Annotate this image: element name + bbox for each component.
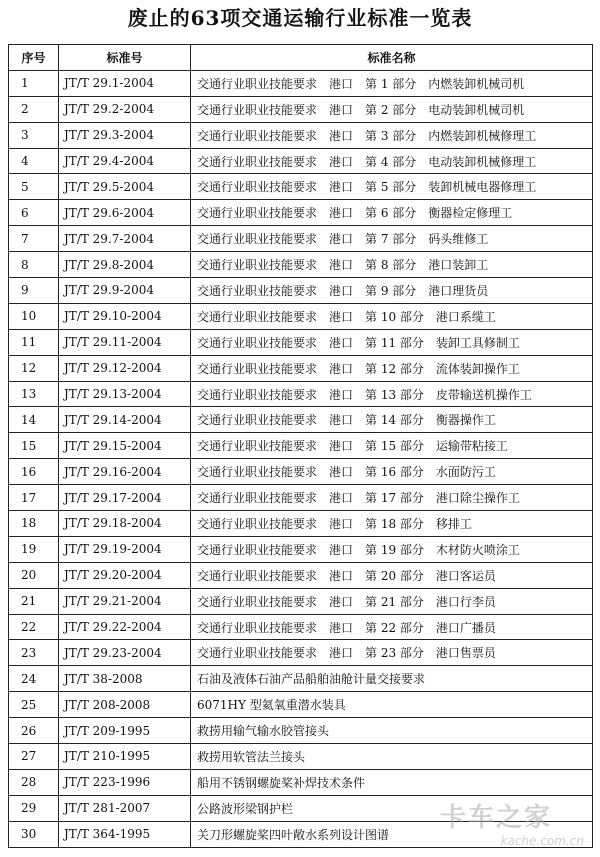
table-row [9, 122, 593, 148]
row-standard-number: JT/T 210-1995 [59, 744, 191, 770]
row-index: 2 [9, 96, 59, 122]
row-standard-number: JT/T 29.22-2004 [59, 614, 191, 640]
row-standard-number: JT/T 29.1-2004 [59, 70, 191, 96]
row-standard-number: JT/T 29.21-2004 [59, 588, 191, 614]
row-standard-name: 交通行业职业技能要求 港口 第 21 部分 港口行李员 [191, 588, 593, 614]
row-standard-number: JT/T 29.10-2004 [59, 303, 191, 329]
row-index: 21 [9, 588, 59, 614]
watermark-logo [440, 797, 590, 851]
row-index: 8 [9, 252, 59, 278]
table-row [9, 381, 593, 407]
row-standard-number: JT/T 38-2008 [59, 666, 191, 692]
row-standard-name: 船用不锈钢螺旋桨补焊技术条件 [191, 769, 593, 795]
table-row [9, 174, 593, 200]
row-standard-name: 交通行业职业技能要求 港口 第 6 部分 衡器检定修理工 [191, 200, 593, 226]
row-standard-number: JT/T 29.5-2004 [59, 174, 191, 200]
table-row [9, 614, 593, 640]
table-row [9, 70, 593, 96]
row-standard-name: 交通行业职业技能要求 港口 第 18 部分 移排工 [191, 511, 593, 537]
row-index: 25 [9, 692, 59, 718]
row-standard-name: 交通行业职业技能要求 港口 第 2 部分 电动装卸机械司机 [191, 96, 593, 122]
row-index: 16 [9, 459, 59, 485]
row-standard-name: 交通行业职业技能要求 港口 第 4 部分 电动装卸机械修理工 [191, 148, 593, 174]
row-index: 23 [9, 640, 59, 666]
row-standard-number: JT/T 29.12-2004 [59, 355, 191, 381]
row-standard-number: JT/T 281-2007 [59, 795, 191, 821]
table-row [9, 96, 593, 122]
row-standard-name: 交通行业职业技能要求 港口 第 7 部分 码头维修工 [191, 226, 593, 252]
page-title: 废止的63项交通运输行业标准一览表 [127, 6, 473, 30]
row-standard-name: 6071HY 型氦氧重潜水装具 [191, 692, 593, 718]
table-row [9, 562, 593, 588]
table-header-row [9, 45, 593, 71]
row-standard-name: 交通行业职业技能要求 港口 第 8 部分 港口装卸工 [191, 252, 593, 278]
row-standard-number: JT/T 223-1996 [59, 769, 191, 795]
row-index: 7 [9, 226, 59, 252]
row-standard-name: 交通行业职业技能要求 港口 第 14 部分 衡器操作工 [191, 407, 593, 433]
row-standard-number: JT/T 29.4-2004 [59, 148, 191, 174]
row-index: 6 [9, 200, 59, 226]
row-standard-number: JT/T 29.18-2004 [59, 511, 191, 537]
table-row [9, 252, 593, 278]
table-row [9, 459, 593, 485]
row-standard-number: JT/T 208-2008 [59, 692, 191, 718]
row-standard-name: 交通行业职业技能要求 港口 第 12 部分 流体装卸操作工 [191, 355, 593, 381]
table-row [9, 511, 593, 537]
row-standard-name: 关刀形螺旋桨四叶敞水系列设计图谱 [191, 821, 593, 847]
row-standard-number: JT/T 29.6-2004 [59, 200, 191, 226]
table-row [9, 278, 593, 304]
row-standard-number: JT/T 29.2-2004 [59, 96, 191, 122]
table-row [9, 718, 593, 744]
row-standard-number: JT/T 29.14-2004 [59, 407, 191, 433]
row-index: 19 [9, 536, 59, 562]
table-row [9, 303, 593, 329]
row-standard-number: JT/T 209-1995 [59, 718, 191, 744]
row-standard-name: 交通行业职业技能要求 港口 第 9 部分 港口理货员 [191, 278, 593, 304]
row-index: 13 [9, 381, 59, 407]
row-index: 14 [9, 407, 59, 433]
row-standard-number: JT/T 29.19-2004 [59, 536, 191, 562]
table-row [9, 226, 593, 252]
row-standard-name: 交通行业职业技能要求 港口 第 17 部分 港口除尘操作工 [191, 485, 593, 511]
row-index: 30 [9, 821, 59, 847]
watermark-logo-text: 卡车之家 [440, 803, 553, 833]
row-index: 5 [9, 174, 59, 200]
table-row [9, 744, 593, 770]
row-index: 10 [9, 303, 59, 329]
table-row [9, 329, 593, 355]
row-standard-name: 交通行业职业技能要求 港口 第 10 部分 港口系缆工 [191, 303, 593, 329]
table-row [9, 666, 593, 692]
row-index: 27 [9, 744, 59, 770]
row-standard-name: 救捞用输气输水胶管接头 [191, 718, 593, 744]
row-index: 15 [9, 433, 59, 459]
row-index: 22 [9, 614, 59, 640]
row-standard-number: JT/T 29.8-2004 [59, 252, 191, 278]
table-row [9, 148, 593, 174]
row-standard-name: 交通行业职业技能要求 港口 第 16 部分 水面防污工 [191, 459, 593, 485]
table-row [9, 355, 593, 381]
row-index: 28 [9, 769, 59, 795]
table-row [9, 407, 593, 433]
row-standard-number: JT/T 29.15-2004 [59, 433, 191, 459]
row-index: 26 [9, 718, 59, 744]
row-standard-number: JT/T 29.9-2004 [59, 278, 191, 304]
row-standard-number: JT/T 29.11-2004 [59, 329, 191, 355]
table-row [9, 485, 593, 511]
row-standard-number: JT/T 29.3-2004 [59, 122, 191, 148]
row-standard-name: 交通行业职业技能要求 港口 第 1 部分 内燃装卸机械司机 [191, 70, 593, 96]
row-standard-name: 交通行业职业技能要求 港口 第 22 部分 港口广播员 [191, 614, 593, 640]
table-row [9, 640, 593, 666]
row-standard-name: 交通行业职业技能要求 港口 第 5 部分 装卸机械电器修理工 [191, 174, 593, 200]
row-standard-name: 救捞用软管法兰接头 [191, 744, 593, 770]
row-index: 29 [9, 795, 59, 821]
header-standard-number: 标准号 [59, 45, 191, 71]
row-index: 4 [9, 148, 59, 174]
standards-table [8, 44, 593, 848]
row-standard-name: 交通行业职业技能要求 港口 第 19 部分 木材防火喷涂工 [191, 536, 593, 562]
row-index: 17 [9, 485, 59, 511]
header-standard-name: 标准名称 [191, 45, 593, 71]
row-standard-number: JT/T 29.7-2004 [59, 226, 191, 252]
row-index: 12 [9, 355, 59, 381]
row-index: 20 [9, 562, 59, 588]
row-standard-number: JT/T 29.16-2004 [59, 459, 191, 485]
row-standard-number: JT/T 29.23-2004 [59, 640, 191, 666]
row-standard-number: JT/T 29.13-2004 [59, 381, 191, 407]
table-row [9, 769, 593, 795]
row-index: 11 [9, 329, 59, 355]
table-row [9, 536, 593, 562]
row-index: 18 [9, 511, 59, 537]
row-index: 24 [9, 666, 59, 692]
row-standard-name: 交通行业职业技能要求 港口 第 13 部分 皮带输送机操作工 [191, 381, 593, 407]
row-standard-number: JT/T 29.17-2004 [59, 485, 191, 511]
row-standard-number: JT/T 364-1995 [59, 821, 191, 847]
table-row [9, 433, 593, 459]
row-standard-name: 交通行业职业技能要求 港口 第 3 部分 内燃装卸机械修理工 [191, 122, 593, 148]
row-index: 3 [9, 122, 59, 148]
row-standard-name: 公路波形梁钢护栏 [191, 795, 593, 821]
table-row [9, 200, 593, 226]
header-index: 序号 [9, 45, 59, 71]
row-standard-name: 交通行业职业技能要求 港口 第 11 部分 装卸工具修制工 [191, 329, 593, 355]
table-row [9, 588, 593, 614]
row-standard-name: 交通行业职业技能要求 港口 第 15 部分 运输带粘接工 [191, 433, 593, 459]
row-index: 1 [9, 70, 59, 96]
row-standard-name: 交通行业职业技能要求 港口 第 20 部分 港口客运员 [191, 562, 593, 588]
row-index: 9 [9, 278, 59, 304]
row-standard-name: 石油及液体石油产品船舶油舱计量交接要求 [191, 666, 593, 692]
row-standard-number: JT/T 29.20-2004 [59, 562, 191, 588]
row-standard-name: 交通行业职业技能要求 港口 第 23 部分 港口售票员 [191, 640, 593, 666]
watermark-url: kache.com.cn [500, 834, 584, 848]
table-row [9, 692, 593, 718]
